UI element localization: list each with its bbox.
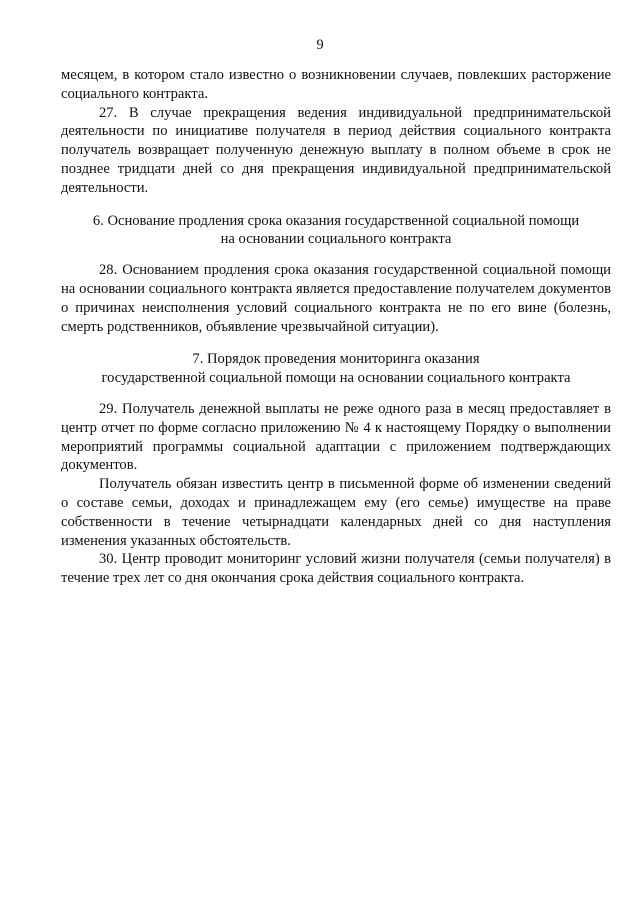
paragraph-29-2: Получатель обязан известить центр в письменной форме об изменении сведений о составе семьи, доходах и принадлежащем ему (его семье) имуществе на праве собственности в течение четырнадцати календарных дней со дня наступления изменения указанных обстоятельств. [61, 476, 611, 549]
section-7-heading-line1: 7. Порядок проведения мониторинга оказания [192, 351, 480, 368]
section-6-heading-line1: 6. Основание продления срока оказания государственной социальной помощи [92, 212, 580, 229]
page-number: 9 [316, 37, 324, 53]
document-body [61, 66, 611, 588]
paragraph-28: 28. Основанием продления срока оказания государственной социальной помощи на основании социального контракта является предоставление получателем документов о причинах неисполнения условий социального контракта не по его вине (болезнь, смерть родственников, объявление чрезвычайной ситуации). [61, 262, 611, 335]
section-6-heading-line2: на основании социального контракта [220, 231, 452, 248]
section-6-heading [61, 212, 611, 250]
paragraph-29: 29. Получатель денежной выплаты не реже одного раза в месяц предоставляет в центр отчет по форме согласно приложению № 4 к настоящему Порядку о выполнении мероприятий программы социальной адаптации с приложением подтверждающих документов. [61, 400, 611, 474]
section-7-heading-line2: государственной социальной помощи на основании социального контракта [101, 370, 571, 387]
paragraph-30: 30. Центр проводит мониторинг условий жизни получателя (семьи получателя) в течение трех лет со дня окончания срока действия социального контракта. [61, 551, 611, 587]
paragraph-27: 27. В случае прекращения ведения индивидуальной предпринимательской деятельности по инициативе получателя в период действия социального контракта получатель возвращает полученную денежную выплату в полном объеме в срок не позднее тридцати дней со дня прекращения индивидуальной предпринимательской деятельности. [61, 104, 611, 196]
section-7-heading [61, 350, 611, 388]
paragraph-continuation: месяцем, в котором стало известно о возникновении случаев, повлекших расторжение социального контракта. [61, 67, 611, 102]
